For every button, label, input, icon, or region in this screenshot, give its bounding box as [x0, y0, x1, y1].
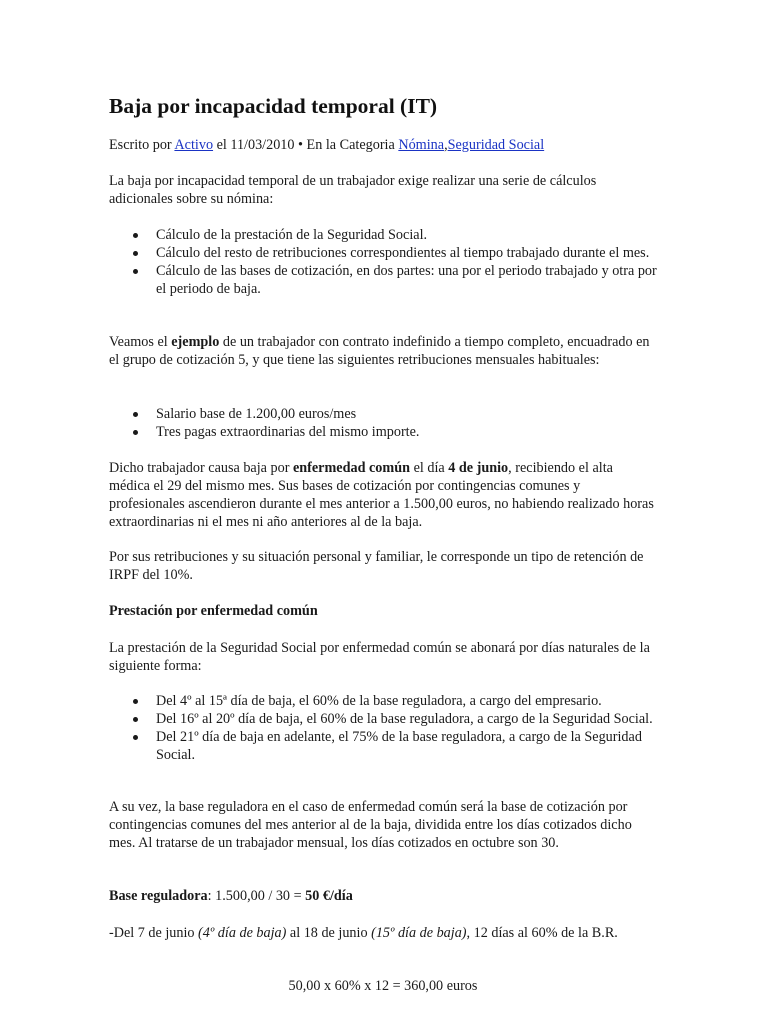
list-item: Del 21º día de baja en adelante, el 75% de la base reguladora, a cargo de la Seguridad Social. — [109, 728, 657, 764]
baja-paragraph — [109, 459, 657, 531]
period-text-3: , 12 días al 60% de la B.R. — [466, 925, 618, 941]
list-item: Cálculo del resto de retribuciones correspondientes al tiempo trabajado durante el mes. — [109, 244, 657, 262]
baja-bold-enfermedad: enfermedad común — [292, 460, 411, 476]
base-reg-label: Base reguladora — [109, 888, 208, 904]
author-link[interactable]: Activo — [174, 137, 214, 153]
period-text-1: -Del 7 de junio — [109, 925, 199, 941]
meta-written-by: Escrito por — [109, 137, 175, 153]
example-text-pre: Veamos el — [109, 334, 172, 350]
example-bold: ejemplo — [171, 334, 220, 350]
period-text-2: al 18 de junio — [286, 925, 372, 941]
baja-bold-fecha: 4 de junio — [448, 460, 509, 476]
calculation-result: 50,00 x 60% x 12 = 360,00 euros — [288, 978, 478, 994]
category-link-nomina[interactable]: Nómina — [398, 137, 445, 153]
salary-list — [109, 405, 657, 441]
meta-separator: , — [444, 137, 448, 153]
article-meta — [109, 136, 657, 154]
intro-paragraph: La baja por incapacidad temporal de un trabajador exige realizar una serie de cálculos adicionales sobre su nómina: — [109, 173, 597, 207]
list-item: Salario base de 1.200,00 euros/mes — [109, 405, 657, 423]
calculation-list — [109, 226, 657, 298]
list-item: Cálculo de las bases de cotización, en dos partes: una por el periodo trabajado y otra por el periodo de baja. — [109, 262, 657, 298]
section-subheading — [109, 602, 657, 620]
irpf-paragraph: Por sus retribuciones y su situación personal y familiar, le corresponde un tipo de retención de IRPF del 10%. — [109, 549, 644, 583]
subheading-text: Prestación por enfermedad común — [109, 603, 318, 619]
base-reg-formula: : 1.500,00 / 30 = — [207, 888, 306, 904]
period-italic-2: (15º día de baja) — [371, 925, 467, 941]
meta-date: el 11/03/2010 • En la Categoria — [213, 137, 399, 153]
list-item: Cálculo de la prestación de la Seguridad Social. — [109, 226, 657, 244]
baja-text-2: el día — [410, 460, 449, 476]
example-paragraph — [109, 333, 657, 369]
category-link-seguridad-social[interactable]: Seguridad Social — [447, 137, 545, 153]
list-item: Del 16º al 20º día de baja, el 60% de la base reguladora, a cargo de la Seguridad Social. — [109, 710, 657, 728]
base-reguladora-formula — [109, 887, 657, 905]
baja-text-1: Dicho trabajador causa baja por — [109, 460, 293, 476]
prestacion-list — [109, 692, 657, 764]
period-paragraph — [109, 924, 657, 942]
list-item: Del 4º al 15ª día de baja, el 60% de la base reguladora, a cargo del empresario. — [109, 692, 657, 710]
example-text-post: de un trabajador con contrato indefinido a tiempo completo, encuadrado en el grupo de cotización 5, y que tiene las siguientes retribuciones mensuales habituales: — [109, 334, 650, 368]
baja-text-3: , recibiendo el alta médica el 29 del mismo mes. Sus bases de cotización por contingencias comunes y profesionales ascendieron durante el mes anterior a 1.500,00 euros, no habiendo realizado horas extraordinarias ni el mes ni año anteriores al de la baja. — [109, 460, 654, 530]
base-reg-result: 50 €/día — [305, 888, 353, 904]
list-item: Tres pagas extraordinarias del mismo importe. — [109, 423, 657, 441]
base-reguladora-paragraph: A su vez, la base reguladora en el caso de enfermedad común será la base de cotización por contingencias comunes del mes anterior al de la baja, dividida entre los días cotizados dicho mes. Al tratarse de un trabajador mensual, los días cotizados en octubre son 30. — [109, 799, 632, 851]
page-title: Baja por incapacidad temporal (IT) — [109, 94, 438, 118]
prestacion-intro-paragraph: La prestación de la Seguridad Social por enfermedad común se abonará por días naturales de la siguiente forma: — [109, 640, 650, 674]
period-italic-1: (4º día de baja) — [198, 925, 287, 941]
